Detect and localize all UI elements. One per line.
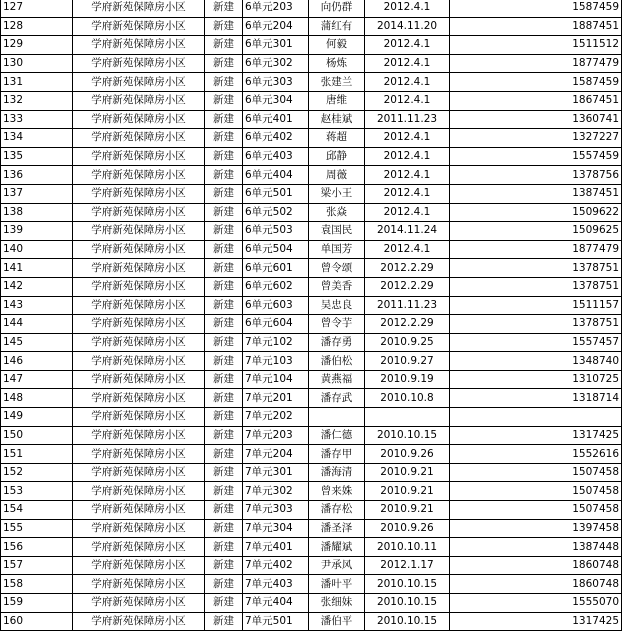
unit-number-cell[interactable]: 7单元303 xyxy=(243,501,309,520)
table-row xyxy=(1,147,622,166)
row-number-cell[interactable]: 150 xyxy=(1,426,73,445)
id-number-cell[interactable]: 1860748 xyxy=(450,556,622,575)
date-cell[interactable] xyxy=(365,408,450,427)
unit-number-cell[interactable]: 6单元302 xyxy=(243,54,309,73)
community-name-cell[interactable]: 学府新苑保障房小区 xyxy=(73,36,205,55)
row-number-cell[interactable]: 152 xyxy=(1,463,73,482)
resident-name-cell[interactable]: 潘存勇 xyxy=(309,333,365,352)
date-cell[interactable]: 2012.2.29 xyxy=(365,315,450,334)
id-number-cell[interactable]: 1587459 xyxy=(450,0,622,17)
community-name-cell[interactable]: 学府新苑保障房小区 xyxy=(73,482,205,501)
resident-name-cell[interactable]: 曾美香 xyxy=(309,277,365,296)
resident-name-cell[interactable] xyxy=(309,408,365,427)
resident-name-cell[interactable]: 潘海清 xyxy=(309,463,365,482)
construction-type-cell[interactable]: 新建 xyxy=(205,426,243,445)
resident-name-cell[interactable]: 蒋超 xyxy=(309,129,365,148)
construction-type-cell[interactable]: 新建 xyxy=(205,222,243,241)
construction-type-cell[interactable]: 新建 xyxy=(205,240,243,259)
resident-name-cell[interactable]: 何毅 xyxy=(309,36,365,55)
row-number-cell[interactable]: 148 xyxy=(1,389,73,408)
resident-name-cell[interactable]: 邱静 xyxy=(309,147,365,166)
construction-type-cell[interactable]: 新建 xyxy=(205,482,243,501)
construction-type-cell[interactable]: 新建 xyxy=(205,203,243,222)
unit-number-cell[interactable]: 7单元202 xyxy=(243,408,309,427)
row-number-cell[interactable]: 131 xyxy=(1,73,73,92)
construction-type-cell[interactable]: 新建 xyxy=(205,36,243,55)
id-number-cell[interactable]: 1887451 xyxy=(450,17,622,36)
table-row xyxy=(1,519,622,538)
resident-name-cell[interactable]: 潘存武 xyxy=(309,389,365,408)
resident-name-cell[interactable]: 张建兰 xyxy=(309,73,365,92)
construction-type-cell[interactable]: 新建 xyxy=(205,73,243,92)
date-cell[interactable]: 2011.11.23 xyxy=(365,296,450,315)
community-name-cell[interactable]: 学府新苑保障房小区 xyxy=(73,426,205,445)
id-number-cell[interactable]: 1507458 xyxy=(450,463,622,482)
unit-number-cell[interactable]: 6单元401 xyxy=(243,110,309,129)
row-number-cell[interactable]: 147 xyxy=(1,370,73,389)
id-number-cell[interactable]: 1557459 xyxy=(450,147,622,166)
row-number-cell[interactable]: 146 xyxy=(1,352,73,371)
community-name-cell[interactable]: 学府新苑保障房小区 xyxy=(73,203,205,222)
community-name-cell[interactable]: 学府新苑保障房小区 xyxy=(73,296,205,315)
date-cell[interactable]: 2012.4.1 xyxy=(365,54,450,73)
resident-name-cell[interactable]: 单国芳 xyxy=(309,240,365,259)
id-number-cell[interactable]: 1378751 xyxy=(450,315,622,334)
date-cell[interactable]: 2010.10.15 xyxy=(365,426,450,445)
id-number-cell[interactable]: 1387448 xyxy=(450,538,622,557)
construction-type-cell[interactable]: 新建 xyxy=(205,17,243,36)
unit-number-cell[interactable]: 6单元402 xyxy=(243,129,309,148)
construction-type-cell[interactable]: 新建 xyxy=(205,91,243,110)
unit-number-cell[interactable]: 6单元503 xyxy=(243,222,309,241)
community-name-cell[interactable]: 学府新苑保障房小区 xyxy=(73,556,205,575)
unit-number-cell[interactable]: 7单元203 xyxy=(243,426,309,445)
resident-name-cell[interactable]: 唐维 xyxy=(309,91,365,110)
unit-number-cell[interactable]: 7单元103 xyxy=(243,352,309,371)
date-cell[interactable]: 2012.4.1 xyxy=(365,36,450,55)
date-cell[interactable]: 2012.1.17 xyxy=(365,556,450,575)
id-number-cell[interactable]: 1511157 xyxy=(450,296,622,315)
id-number-cell[interactable]: 1507458 xyxy=(450,482,622,501)
table-row xyxy=(1,426,622,445)
resident-name-cell[interactable]: 潘存松 xyxy=(309,501,365,520)
table-row xyxy=(1,370,622,389)
row-number-cell[interactable]: 151 xyxy=(1,445,73,464)
construction-type-cell[interactable]: 新建 xyxy=(205,538,243,557)
resident-name-cell[interactable]: 潘圣泽 xyxy=(309,519,365,538)
resident-name-cell[interactable]: 潘伯松 xyxy=(309,352,365,371)
row-number-cell[interactable]: 154 xyxy=(1,501,73,520)
table-row xyxy=(1,389,622,408)
unit-number-cell[interactable]: 6单元203 xyxy=(243,0,309,17)
construction-type-cell[interactable]: 新建 xyxy=(205,296,243,315)
construction-type-cell[interactable]: 新建 xyxy=(205,612,243,631)
date-cell[interactable]: 2010.9.21 xyxy=(365,482,450,501)
unit-number-cell[interactable]: 6单元301 xyxy=(243,36,309,55)
date-cell[interactable]: 2010.9.21 xyxy=(365,463,450,482)
row-number-cell[interactable]: 137 xyxy=(1,184,73,203)
table-row xyxy=(1,296,622,315)
community-name-cell[interactable]: 学府新苑保障房小区 xyxy=(73,389,205,408)
unit-number-cell[interactable]: 7单元301 xyxy=(243,463,309,482)
table-row xyxy=(1,575,622,594)
table-row xyxy=(1,0,622,17)
row-number-cell[interactable]: 138 xyxy=(1,203,73,222)
table-row xyxy=(1,445,622,464)
row-number-cell[interactable]: 129 xyxy=(1,36,73,55)
construction-type-cell[interactable]: 新建 xyxy=(205,352,243,371)
row-number-cell[interactable]: 149 xyxy=(1,408,73,427)
id-number-cell[interactable]: 1397458 xyxy=(450,519,622,538)
unit-number-cell[interactable]: 6单元404 xyxy=(243,166,309,185)
construction-type-cell[interactable]: 新建 xyxy=(205,110,243,129)
table-row xyxy=(1,333,622,352)
construction-type-cell[interactable]: 新建 xyxy=(205,594,243,613)
construction-type-cell[interactable]: 新建 xyxy=(205,556,243,575)
id-number-cell[interactable]: 1877479 xyxy=(450,54,622,73)
date-cell[interactable]: 2012.4.1 xyxy=(365,240,450,259)
resident-name-cell[interactable]: 潘耀斌 xyxy=(309,538,365,557)
resident-name-cell[interactable]: 吴忠良 xyxy=(309,296,365,315)
id-number-cell[interactable]: 1378756 xyxy=(450,166,622,185)
resident-name-cell[interactable]: 曾令颂 xyxy=(309,259,365,278)
construction-type-cell[interactable]: 新建 xyxy=(205,445,243,464)
table-row xyxy=(1,408,622,427)
row-number-cell[interactable]: 141 xyxy=(1,259,73,278)
date-cell[interactable]: 2010.9.25 xyxy=(365,333,450,352)
community-name-cell[interactable]: 学府新苑保障房小区 xyxy=(73,147,205,166)
unit-number-cell[interactable]: 7单元204 xyxy=(243,445,309,464)
community-name-cell[interactable]: 学府新苑保障房小区 xyxy=(73,17,205,36)
construction-type-cell[interactable]: 新建 xyxy=(205,501,243,520)
id-number-cell[interactable]: 1327227 xyxy=(450,129,622,148)
id-number-cell[interactable]: 1378751 xyxy=(450,277,622,296)
id-number-cell[interactable]: 1387451 xyxy=(450,184,622,203)
table-body xyxy=(1,0,622,631)
date-cell[interactable]: 2012.4.1 xyxy=(365,147,450,166)
construction-type-cell[interactable]: 新建 xyxy=(205,333,243,352)
unit-number-cell[interactable]: 6单元502 xyxy=(243,203,309,222)
unit-number-cell[interactable]: 6单元601 xyxy=(243,259,309,278)
table-row xyxy=(1,240,622,259)
resident-name-cell[interactable]: 潘存甲 xyxy=(309,445,365,464)
community-name-cell[interactable]: 学府新苑保障房小区 xyxy=(73,445,205,464)
construction-type-cell[interactable]: 新建 xyxy=(205,277,243,296)
construction-type-cell[interactable]: 新建 xyxy=(205,463,243,482)
table-row xyxy=(1,612,622,631)
id-number-cell[interactable]: 1587459 xyxy=(450,73,622,92)
date-cell[interactable]: 2010.10.15 xyxy=(365,594,450,613)
id-number-cell[interactable]: 1317425 xyxy=(450,426,622,445)
date-cell[interactable]: 2012.4.1 xyxy=(365,166,450,185)
date-cell[interactable]: 2010.10.8 xyxy=(365,389,450,408)
community-name-cell[interactable]: 学府新苑保障房小区 xyxy=(73,538,205,557)
unit-number-cell[interactable]: 6单元604 xyxy=(243,315,309,334)
unit-number-cell[interactable]: 6单元501 xyxy=(243,184,309,203)
date-cell[interactable]: 2012.4.1 xyxy=(365,203,450,222)
unit-number-cell[interactable]: 6单元504 xyxy=(243,240,309,259)
resident-name-cell[interactable]: 蒲红有 xyxy=(309,17,365,36)
date-cell[interactable]: 2012.2.29 xyxy=(365,259,450,278)
row-number-cell[interactable]: 130 xyxy=(1,54,73,73)
resident-name-cell[interactable]: 梁小王 xyxy=(309,184,365,203)
construction-type-cell[interactable]: 新建 xyxy=(205,184,243,203)
table-row xyxy=(1,17,622,36)
table-row xyxy=(1,538,622,557)
resident-name-cell[interactable]: 张焱 xyxy=(309,203,365,222)
table-row xyxy=(1,594,622,613)
resident-name-cell[interactable]: 潘伯平 xyxy=(309,612,365,631)
date-cell[interactable]: 2010.10.11 xyxy=(365,538,450,557)
community-name-cell[interactable]: 学府新苑保障房小区 xyxy=(73,184,205,203)
construction-type-cell[interactable]: 新建 xyxy=(205,315,243,334)
row-number-cell[interactable]: 142 xyxy=(1,277,73,296)
unit-number-cell[interactable]: 7单元201 xyxy=(243,389,309,408)
resident-name-cell[interactable]: 尹承风 xyxy=(309,556,365,575)
id-number-cell[interactable] xyxy=(450,408,622,427)
id-number-cell[interactable]: 1552616 xyxy=(450,445,622,464)
row-number-cell[interactable]: 132 xyxy=(1,91,73,110)
unit-number-cell[interactable]: 6单元603 xyxy=(243,296,309,315)
unit-number-cell[interactable]: 7单元402 xyxy=(243,556,309,575)
table-row xyxy=(1,110,622,129)
date-cell[interactable]: 2014.11.20 xyxy=(365,17,450,36)
table-row xyxy=(1,36,622,55)
table-row xyxy=(1,482,622,501)
row-number-cell[interactable]: 128 xyxy=(1,17,73,36)
table-row xyxy=(1,184,622,203)
resident-name-cell[interactable]: 周薇 xyxy=(309,166,365,185)
row-number-cell[interactable]: 156 xyxy=(1,538,73,557)
resident-name-cell[interactable]: 赵桂斌 xyxy=(309,110,365,129)
community-name-cell[interactable]: 学府新苑保障房小区 xyxy=(73,463,205,482)
date-cell[interactable]: 2014.11.24 xyxy=(365,222,450,241)
row-number-cell[interactable]: 145 xyxy=(1,333,73,352)
date-cell[interactable]: 2010.10.15 xyxy=(365,575,450,594)
id-number-cell[interactable]: 1877479 xyxy=(450,240,622,259)
table-row xyxy=(1,463,622,482)
community-name-cell[interactable]: 学府新苑保障房小区 xyxy=(73,519,205,538)
table-row xyxy=(1,259,622,278)
table-row xyxy=(1,129,622,148)
row-number-cell[interactable]: 144 xyxy=(1,315,73,334)
construction-type-cell[interactable]: 新建 xyxy=(205,575,243,594)
id-number-cell[interactable]: 1511512 xyxy=(450,36,622,55)
date-cell[interactable]: 2010.10.15 xyxy=(365,612,450,631)
community-name-cell[interactable]: 学府新苑保障房小区 xyxy=(73,259,205,278)
community-name-cell[interactable]: 学府新苑保障房小区 xyxy=(73,166,205,185)
date-cell[interactable]: 2011.11.23 xyxy=(365,110,450,129)
unit-number-cell[interactable]: 7单元401 xyxy=(243,538,309,557)
id-number-cell[interactable]: 1310725 xyxy=(450,370,622,389)
unit-number-cell[interactable]: 6单元403 xyxy=(243,147,309,166)
date-cell[interactable]: 2010.9.19 xyxy=(365,370,450,389)
construction-type-cell[interactable]: 新建 xyxy=(205,0,243,17)
community-name-cell[interactable]: 学府新苑保障房小区 xyxy=(73,240,205,259)
id-number-cell[interactable]: 1867451 xyxy=(450,91,622,110)
table-row xyxy=(1,203,622,222)
row-number-cell[interactable]: 153 xyxy=(1,482,73,501)
date-cell[interactable]: 2010.9.26 xyxy=(365,519,450,538)
table-row xyxy=(1,501,622,520)
unit-number-cell[interactable]: 7单元501 xyxy=(243,612,309,631)
date-cell[interactable]: 2010.9.21 xyxy=(365,501,450,520)
community-name-cell[interactable]: 学府新苑保障房小区 xyxy=(73,333,205,352)
construction-type-cell[interactable]: 新建 xyxy=(205,54,243,73)
unit-number-cell[interactable]: 7单元404 xyxy=(243,594,309,613)
resident-name-cell[interactable]: 曾令芋 xyxy=(309,315,365,334)
construction-type-cell[interactable]: 新建 xyxy=(205,519,243,538)
id-number-cell[interactable]: 1860748 xyxy=(450,575,622,594)
unit-number-cell[interactable]: 7单元403 xyxy=(243,575,309,594)
date-cell[interactable]: 2012.2.29 xyxy=(365,277,450,296)
table-row xyxy=(1,277,622,296)
table-row xyxy=(1,556,622,575)
table-row xyxy=(1,54,622,73)
id-number-cell[interactable]: 1555070 xyxy=(450,594,622,613)
row-number-cell[interactable]: 140 xyxy=(1,240,73,259)
community-name-cell[interactable]: 学府新苑保障房小区 xyxy=(73,0,205,17)
community-name-cell[interactable]: 学府新苑保障房小区 xyxy=(73,73,205,92)
construction-type-cell[interactable]: 新建 xyxy=(205,259,243,278)
row-number-cell[interactable]: 155 xyxy=(1,519,73,538)
table-row xyxy=(1,166,622,185)
community-name-cell[interactable]: 学府新苑保障房小区 xyxy=(73,91,205,110)
community-name-cell[interactable]: 学府新苑保障房小区 xyxy=(73,594,205,613)
community-name-cell[interactable]: 学府新苑保障房小区 xyxy=(73,277,205,296)
community-name-cell[interactable]: 学府新苑保障房小区 xyxy=(73,222,205,241)
date-cell[interactable]: 2012.4.1 xyxy=(365,0,450,17)
resident-name-cell[interactable]: 曾来姝 xyxy=(309,482,365,501)
id-number-cell[interactable]: 1378751 xyxy=(450,259,622,278)
id-number-cell[interactable]: 1509622 xyxy=(450,203,622,222)
community-name-cell[interactable]: 学府新苑保障房小区 xyxy=(73,315,205,334)
row-number-cell[interactable]: 136 xyxy=(1,166,73,185)
resident-name-cell[interactable]: 杨炼 xyxy=(309,54,365,73)
date-cell[interactable]: 2012.4.1 xyxy=(365,73,450,92)
table-row xyxy=(1,73,622,92)
table-row xyxy=(1,352,622,371)
id-number-cell[interactable]: 1507458 xyxy=(450,501,622,520)
row-number-cell[interactable]: 157 xyxy=(1,556,73,575)
resident-name-cell[interactable]: 袁国民 xyxy=(309,222,365,241)
row-number-cell[interactable]: 159 xyxy=(1,594,73,613)
construction-type-cell[interactable]: 新建 xyxy=(205,129,243,148)
construction-type-cell[interactable]: 新建 xyxy=(205,389,243,408)
community-name-cell[interactable]: 学府新苑保障房小区 xyxy=(73,408,205,427)
date-cell[interactable]: 2010.9.27 xyxy=(365,352,450,371)
table-row xyxy=(1,91,622,110)
community-name-cell[interactable]: 学府新苑保障房小区 xyxy=(73,54,205,73)
table-row xyxy=(1,315,622,334)
construction-type-cell[interactable]: 新建 xyxy=(205,147,243,166)
row-number-cell[interactable]: 135 xyxy=(1,147,73,166)
row-number-cell[interactable]: 133 xyxy=(1,110,73,129)
community-name-cell[interactable]: 学府新苑保障房小区 xyxy=(73,612,205,631)
construction-type-cell[interactable]: 新建 xyxy=(205,408,243,427)
community-name-cell[interactable]: 学府新苑保障房小区 xyxy=(73,575,205,594)
community-name-cell[interactable]: 学府新苑保障房小区 xyxy=(73,501,205,520)
row-number-cell[interactable]: 160 xyxy=(1,612,73,631)
row-number-cell[interactable]: 158 xyxy=(1,575,73,594)
unit-number-cell[interactable]: 6单元602 xyxy=(243,277,309,296)
date-cell[interactable]: 2012.4.1 xyxy=(365,91,450,110)
construction-type-cell[interactable]: 新建 xyxy=(205,166,243,185)
resident-name-cell[interactable]: 潘叶平 xyxy=(309,575,365,594)
community-name-cell[interactable]: 学府新苑保障房小区 xyxy=(73,129,205,148)
row-number-cell[interactable]: 143 xyxy=(1,296,73,315)
construction-type-cell[interactable]: 新建 xyxy=(205,370,243,389)
unit-number-cell[interactable]: 7单元104 xyxy=(243,370,309,389)
community-name-cell[interactable]: 学府新苑保障房小区 xyxy=(73,110,205,129)
resident-name-cell[interactable]: 张细妹 xyxy=(309,594,365,613)
id-number-cell[interactable]: 1557457 xyxy=(450,333,622,352)
date-cell[interactable]: 2010.9.26 xyxy=(365,445,450,464)
id-number-cell[interactable]: 1509625 xyxy=(450,222,622,241)
unit-number-cell[interactable]: 7单元302 xyxy=(243,482,309,501)
unit-number-cell[interactable]: 6单元304 xyxy=(243,91,309,110)
row-number-cell[interactable]: 139 xyxy=(1,222,73,241)
unit-number-cell[interactable]: 6单元303 xyxy=(243,73,309,92)
unit-number-cell[interactable]: 6单元204 xyxy=(243,17,309,36)
id-number-cell[interactable]: 1317425 xyxy=(450,612,622,631)
community-name-cell[interactable]: 学府新苑保障房小区 xyxy=(73,352,205,371)
unit-number-cell[interactable]: 7单元102 xyxy=(243,333,309,352)
row-number-cell[interactable]: 134 xyxy=(1,129,73,148)
table-row xyxy=(1,222,622,241)
date-cell[interactable]: 2012.4.1 xyxy=(365,184,450,203)
resident-name-cell[interactable]: 黄燕福 xyxy=(309,370,365,389)
unit-number-cell[interactable]: 7单元304 xyxy=(243,519,309,538)
date-cell[interactable]: 2012.4.1 xyxy=(365,129,450,148)
id-number-cell[interactable]: 1360741 xyxy=(450,110,622,129)
resident-name-cell[interactable]: 潘仁德 xyxy=(309,426,365,445)
community-name-cell[interactable]: 学府新苑保障房小区 xyxy=(73,370,205,389)
id-number-cell[interactable]: 1348740 xyxy=(450,352,622,371)
row-number-cell[interactable]: 127 xyxy=(1,0,73,17)
id-number-cell[interactable]: 1318714 xyxy=(450,389,622,408)
resident-name-cell[interactable]: 向仍群 xyxy=(309,0,365,17)
